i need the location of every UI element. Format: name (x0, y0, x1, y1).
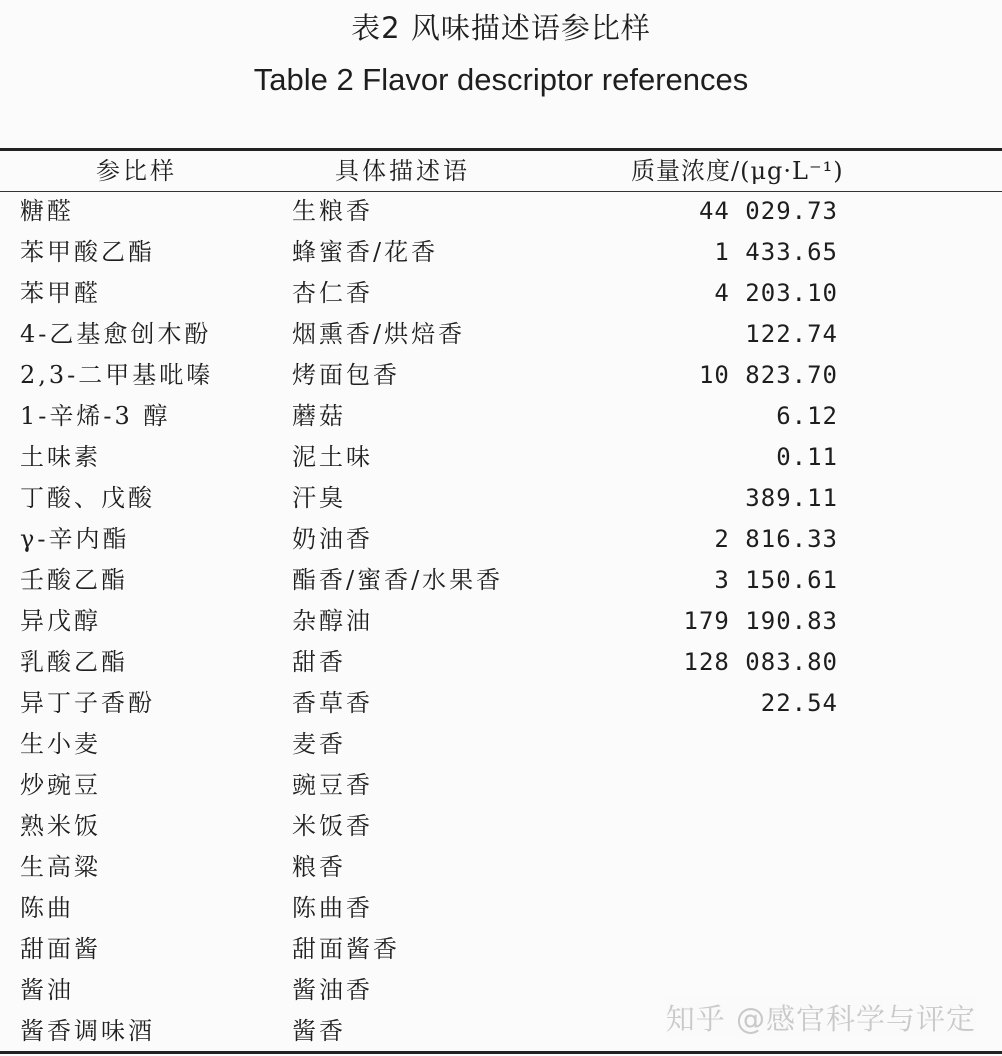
table-title-cn: 表2 风味描述语参比样 (351, 11, 651, 45)
cell-concentration: 4 203.10 (714, 279, 838, 307)
table-row (0, 847, 1002, 888)
cell-descriptor: 麦香 (292, 730, 346, 758)
header-descriptor: 具体描述语 (335, 157, 470, 185)
cell-concentration: 2 816.33 (714, 525, 838, 553)
watermark: 知乎 @感官科学与评定 (666, 997, 976, 1038)
cell-reference: 陈曲 (20, 894, 74, 922)
cell-concentration: 10 823.70 (698, 361, 838, 389)
cell-reference: 1-辛烯-3 醇 (20, 402, 171, 430)
table-row (0, 765, 1002, 806)
cell-concentration: 128 083.80 (683, 648, 838, 676)
table-bottom-rule (0, 1051, 1002, 1054)
cell-concentration: 1 433.65 (714, 238, 838, 266)
cell-reference: 乳酸乙酯 (20, 648, 128, 676)
cell-reference: 炒豌豆 (20, 771, 101, 799)
header-reference: 参比样 (96, 157, 177, 185)
cell-reference: 糖醛 (20, 197, 74, 225)
cell-descriptor: 奶油香 (292, 525, 373, 553)
cell-concentration: 179 190.83 (683, 607, 838, 635)
table-top-rule (0, 148, 1002, 151)
cell-reference: 苯甲酸乙酯 (20, 238, 155, 266)
table-row (0, 355, 1002, 396)
cell-concentration: 22.54 (760, 689, 838, 717)
cell-reference: 生小麦 (20, 730, 101, 758)
table-row (0, 806, 1002, 847)
cell-reference: 丁酸、戊酸 (20, 484, 155, 512)
cell-descriptor: 烟熏香/烘焙香 (292, 320, 466, 348)
table-row (0, 519, 1002, 560)
table-row (0, 232, 1002, 273)
cell-reference: 酱香调味酒 (20, 1017, 155, 1045)
table-row (0, 396, 1002, 437)
cell-descriptor: 豌豆香 (292, 771, 373, 799)
table-row (0, 929, 1002, 970)
cell-descriptor: 甜香 (292, 648, 346, 676)
cell-descriptor: 酯香/蜜香/水果香 (292, 566, 504, 594)
table-row (0, 437, 1002, 478)
cell-descriptor: 陈曲香 (292, 894, 373, 922)
cell-reference: 苯甲醛 (20, 279, 101, 307)
table-row (0, 314, 1002, 355)
cell-reference: 甜面酱 (20, 935, 101, 963)
cell-reference: 异戊醇 (20, 607, 101, 635)
table-row (0, 888, 1002, 929)
cell-descriptor: 杂醇油 (292, 607, 373, 635)
table-body (0, 191, 1002, 1052)
cell-reference: 壬酸乙酯 (20, 566, 128, 594)
cell-reference: 生高粱 (20, 853, 101, 881)
cell-descriptor: 烤面包香 (292, 361, 400, 389)
table-row (0, 642, 1002, 683)
table-title-en: Table 2 Flavor descriptor references (253, 62, 749, 97)
table-row (0, 273, 1002, 314)
cell-descriptor: 泥土味 (292, 443, 373, 471)
cell-descriptor: 蜂蜜香/花香 (292, 238, 439, 266)
cell-descriptor: 香草香 (292, 689, 373, 717)
cell-reference: 酱油 (20, 976, 74, 1004)
cell-descriptor: 米饭香 (292, 812, 373, 840)
cell-reference: γ-辛内酯 (20, 525, 130, 553)
table-row (0, 601, 1002, 642)
header-concentration: 质量浓度/(μg·L⁻¹) (631, 157, 844, 185)
cell-reference: 熟米饭 (20, 812, 101, 840)
cell-descriptor: 生粮香 (292, 197, 373, 225)
cell-concentration: 3 150.61 (714, 566, 838, 594)
cell-concentration: 389.11 (745, 484, 838, 512)
cell-descriptor: 粮香 (292, 853, 346, 881)
cell-reference: 4-乙基愈创木酚 (20, 320, 212, 348)
table-row (0, 683, 1002, 724)
cell-descriptor: 汗臭 (292, 484, 346, 512)
table-row (0, 724, 1002, 765)
cell-descriptor: 酱油香 (292, 976, 373, 1004)
table-row (0, 191, 1002, 232)
table-row (0, 560, 1002, 601)
cell-descriptor: 甜面酱香 (292, 935, 400, 963)
cell-concentration: 0.11 (776, 443, 838, 471)
cell-concentration: 6.12 (776, 402, 838, 430)
cell-reference: 异丁子香酚 (20, 689, 155, 717)
cell-concentration: 122.74 (745, 320, 838, 348)
cell-reference: 土味素 (20, 443, 101, 471)
table-row (0, 478, 1002, 519)
cell-descriptor: 蘑菇 (292, 402, 346, 430)
cell-descriptor: 酱香 (292, 1017, 346, 1045)
cell-reference: 2,3-二甲基吡嗪 (20, 361, 214, 389)
cell-descriptor: 杏仁香 (292, 279, 373, 307)
cell-concentration: 44 029.73 (698, 197, 838, 225)
